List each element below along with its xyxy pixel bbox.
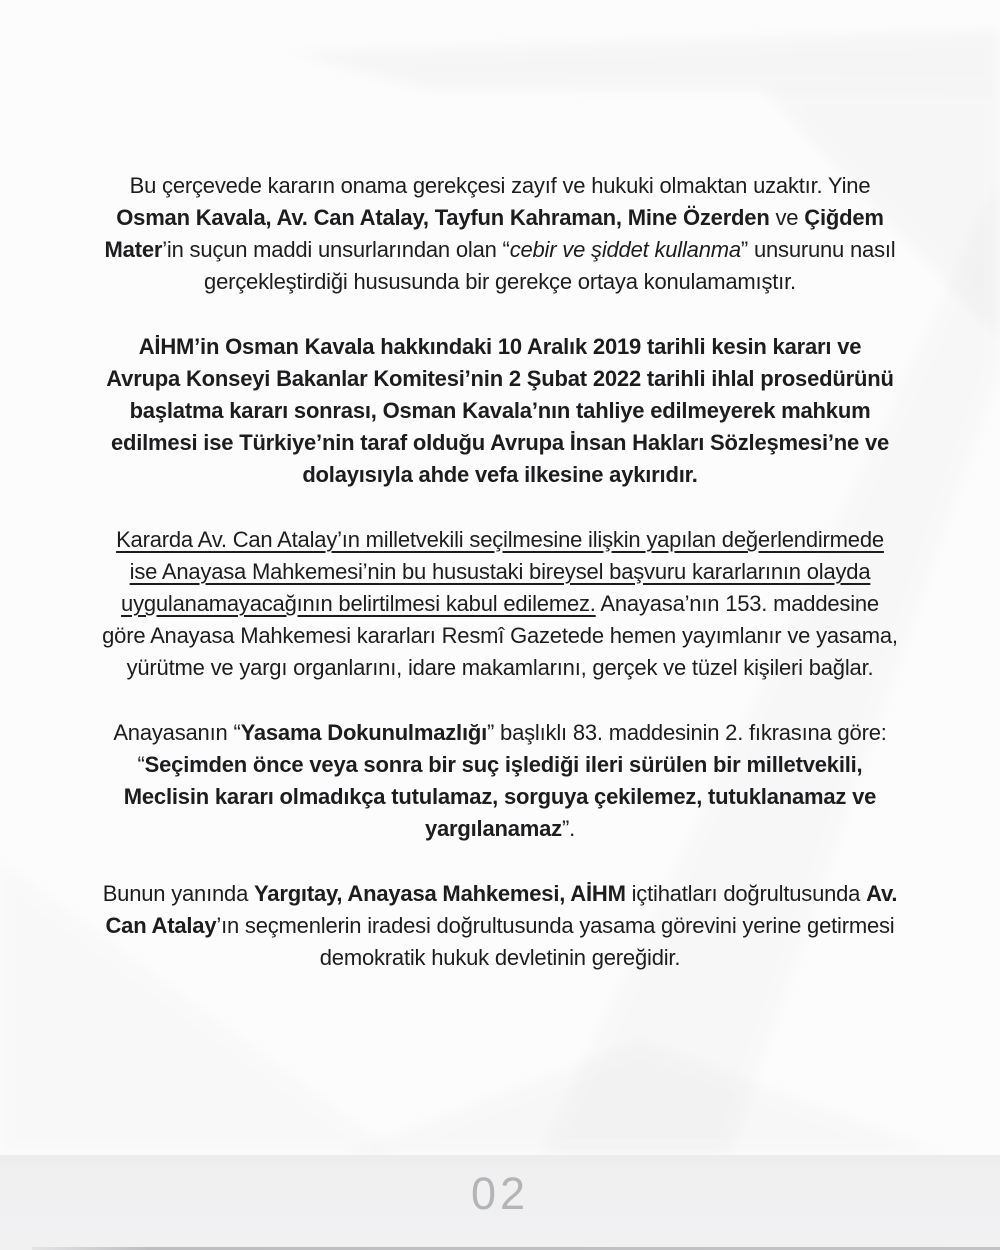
text-run: Seçimden önce veya sonra bir suç işlediği ileri sürülen bir milletvekili, Meclisin kararı olmadıkça tutulamaz, sorguya çekilemez, tutuklanamaz ve yargılanamaz [123,752,877,841]
text-run: Av. Can Atalay [105,881,898,938]
text-run: , [265,205,277,230]
text-run: içtihatları doğrultusunda [625,881,867,906]
text-run: Tayfun Kahraman [434,205,616,230]
text-run: ve [769,205,805,230]
text-run: , [422,205,435,230]
text-run: Yasama Dokunulmazlığı [240,720,488,745]
text-run: ’ın seçmenlerin iradesi doğrultusunda yasama görevini yerine getirmesi demokratik hukuk devletinin gereğidir. [216,913,895,970]
text-run: Çiğdem Mater [104,205,884,262]
paragraph [100,524,900,684]
document-body [100,170,900,974]
text-run: Bunun yanında [102,881,255,906]
paragraph [100,170,900,298]
footer [0,1155,1000,1250]
text-run: ”. [561,816,576,841]
page-number: 02 [470,1168,530,1219]
text-run: Anayasa’nın 153. maddesine göre Anayasa Mahkemesi kararları Resmî Gazetede hemen yayımlanır ve yasama, yürütme ve yargı organlarını, idare makamlarını, gerçek ve tüzel kişileri bağlar. [102,591,898,680]
paragraph [100,331,900,491]
paragraph [100,878,900,974]
text-run: Mine Özerden [627,205,770,230]
text-run: , [336,881,348,906]
text-run: ” unsurunu nasıl gerçekleştirdiği hususunda bir gerekçe ortaya konulamamıştır. [204,237,896,294]
text-run: Kararda Av. Can Atalay’ın milletvekili seçilmesine ilişkin yapılan değerlendirmede ise Anayasa Mahkemesi’nin bu husustaki bireysel başvuru kararlarının olayda uygulanamayacağının belirtilmesi kabul edilemez. [116,527,884,616]
text-run: Bu çerçevede kararın onama gerekçesi zayıf ve hukuki olmaktan uzaktır. Yine [129,173,871,198]
text-run: Yargıtay [254,881,337,906]
paragraph [100,717,900,845]
text-run: Anayasa Mahkemesi [347,881,560,906]
text-run: Anayasanın “ [113,720,241,745]
text-run: , [559,881,571,906]
text-run: Av. Can Atalay [276,205,423,230]
text-run: AİHM [570,881,626,906]
text-run: ” başlıklı 83. maddesinin 2. fıkrasına göre: “ [137,720,887,777]
text-run: Osman Kavala [116,205,266,230]
text-run: AİHM’in Osman Kavala hakkındaki 10 Aralık 2019 tarihli kesin kararı ve Avrupa Konseyi Bakanlar Komitesi’nin 2 Şubat 2022 tarihli ihlal prosedürünü başlatma kararı sonrası, Osman Kavala’nın tahliye edilmeyerek mahkum edilmesi ise Türkiye’nin taraf olduğu Avrupa İnsan Hakları Sözleşmesi’ne ve dolayısıyla ahde vefa ilkesine aykırıdır. [106,334,894,487]
text-run: ’in suçun maddi unsurlarından olan “ [162,237,510,262]
text-run: cebir ve şiddet kullanma [509,237,741,262]
text-run: , [615,205,628,230]
